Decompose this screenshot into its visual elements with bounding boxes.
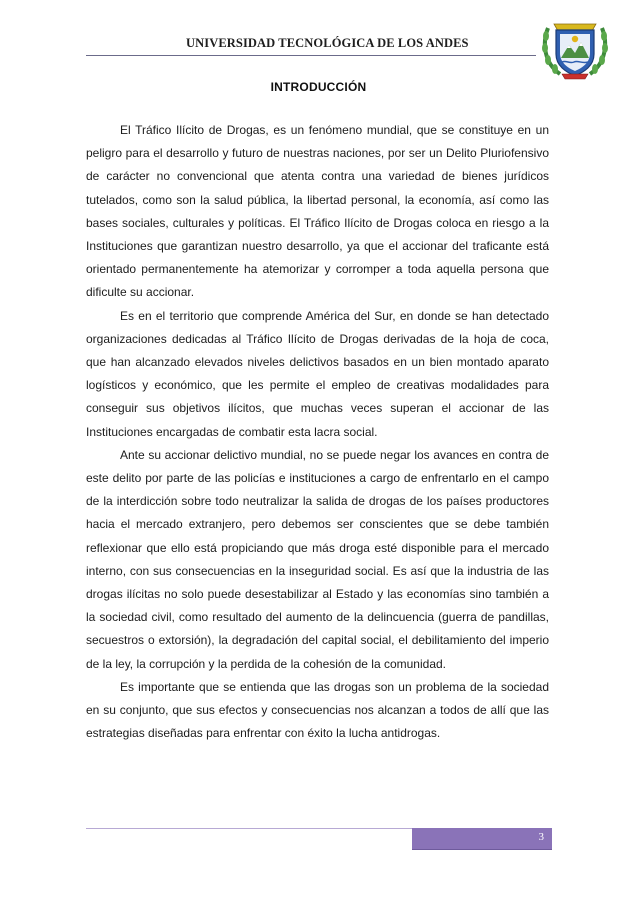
paragraph: Es en el territorio que comprende América del Sur, en donde se han detectado organizaciones dedicadas al Tráfico Ilícito de Drogas derivadas de la hoja de coca, que han alcanzado elevados niveles delictivos basados en un bien montado aparato logísticos y económico, que les permite el empleo de creativas modalidades para conseguir sus objetivos ilícitos, que muchas veces superan el accionar de las Instituciones encargadas de combatir esta lacra social. — [86, 308, 549, 439]
paragraph: El Tráfico Ilícito de Drogas, es un fenómeno mundial, que se constituye en un peligro para el desarrollo y futuro de nuestras naciones, por ser un Delito Pluriofensivo de carácter no convencional que atenta contra una variedad de bienes jurídicos tutelados, como son la salud pública, la libertad personal, la economía, así como las bases sociales, culturales y políticas. El Tráfico Ilícito de Drogas coloca en riesgo a la Instituciones que garantizan nuestro desarrollo, ya que el accionar del traficante está orientado permanentemente ha atemorizar y corromper a toda aquella persona que dificulte su accionar. — [86, 123, 549, 300]
page-number-box — [412, 828, 552, 850]
document-body — [86, 119, 549, 745]
university-name: UNIVERSIDAD TECNOLÓGICA DE LOS ANDES — [186, 36, 469, 50]
paragraph: Es importante que se entienda que las drogas son un problema de la sociedad en su conjunto, que sus efectos y consecuencias nos alcanzan a todos de allí que las estrategias diseñadas para enfrentar con éxito la lucha antidrogas. — [86, 679, 549, 741]
page-number: 3 — [538, 831, 544, 843]
section-title: INTRODUCCIÓN — [270, 80, 367, 94]
header-divider — [86, 55, 536, 56]
footer-divider — [86, 828, 412, 829]
university-crest-icon — [540, 18, 610, 80]
paragraph: Ante su accionar delictivo mundial, no se puede negar los avances en contra de este delito por parte de las policías e instituciones a cargo de enfrentarlo en el campo de la interdicción sobre todo neutralizar la salida de drogas de los países productores hacia el mercado extranjero, pero debemos ser conscientes que se debe también reflexionar que ello está propiciando que más droga esté disponible para el mercado interno, con sus consecuencias en la inseguridad social. Es así que la industria de las drogas ilícitas no solo puede desestabilizar al Estado y las economías sino también a la sociedad civil, como resultado del aumento de la delincuencia (guerra de pandillas, secuestros o extorsión), la degradación del capital social, el debilitamiento del imperio de la ley, la corrupción y la perdida de la cohesión de la comunidad. — [86, 447, 549, 671]
